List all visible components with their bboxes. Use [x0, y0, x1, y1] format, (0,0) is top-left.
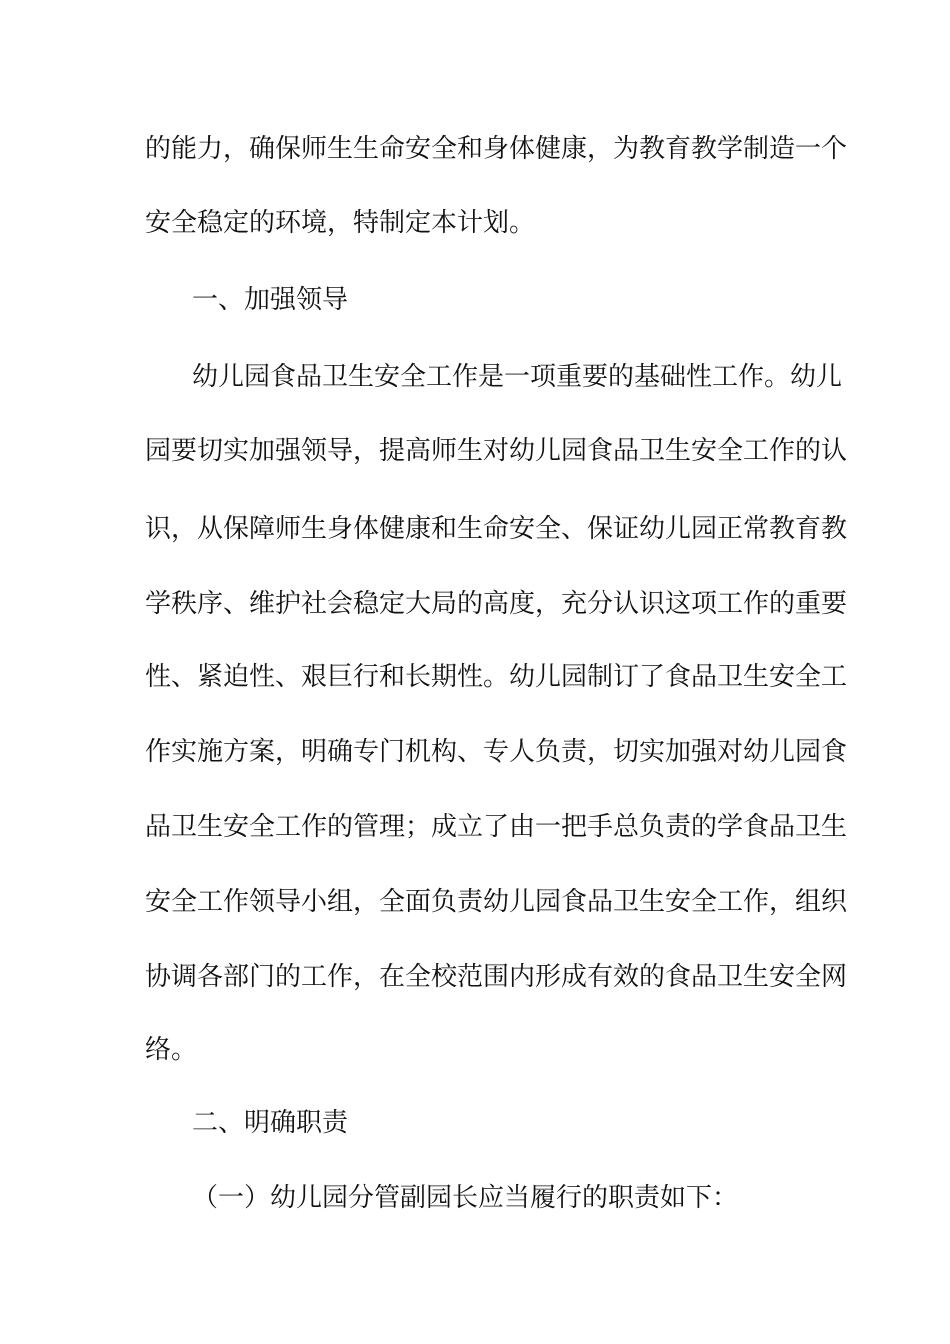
paragraph-line: 幼儿园食品卫生安全工作是一项重要的基础性工作。幼儿	[192, 362, 843, 392]
paragraph-line: 的能力，确保师生生命安全和身体健康，为教育教学制造一个	[145, 134, 848, 164]
section-heading-leadership: 一、加强领导	[192, 285, 349, 315]
paragraph-line: 园要切实加强领导，提高师生对幼儿园食品卫生安全工作的认	[145, 436, 848, 466]
paragraph-line: 安全工作领导小组，全面负责幼儿园食品卫生安全工作，组织	[145, 887, 848, 917]
paragraph-line: 协调各部门的工作，在全校范围内形成有效的食品卫生安全网	[145, 962, 848, 992]
paragraph-line: 作实施方案，明确专门机构、专人负责，切实加强对幼儿园食	[145, 737, 848, 767]
paragraph-line: 性、紧迫性、艰巨行和长期性。幼儿园制订了食品卫生安全工	[145, 662, 848, 692]
section-heading-responsibilities: 二、明确职责	[192, 1108, 349, 1138]
paragraph-line: 识，从保障师生身体健康和生命安全、保证幼儿园正常教育教	[145, 514, 848, 544]
paragraph-line: 络。	[145, 1035, 198, 1065]
paragraph-line: 安全稳定的环境，特制定本计划。	[145, 208, 536, 238]
subsection-heading: （一）幼儿园分管副园长应当履行的职责如下：	[192, 1183, 739, 1213]
paragraph-line: 学秩序、维护社会稳定大局的高度，充分认识这项工作的重要	[145, 589, 848, 619]
paragraph-line: 品卫生安全工作的管理；成立了由一把手总负责的学食品卫生	[145, 812, 848, 842]
